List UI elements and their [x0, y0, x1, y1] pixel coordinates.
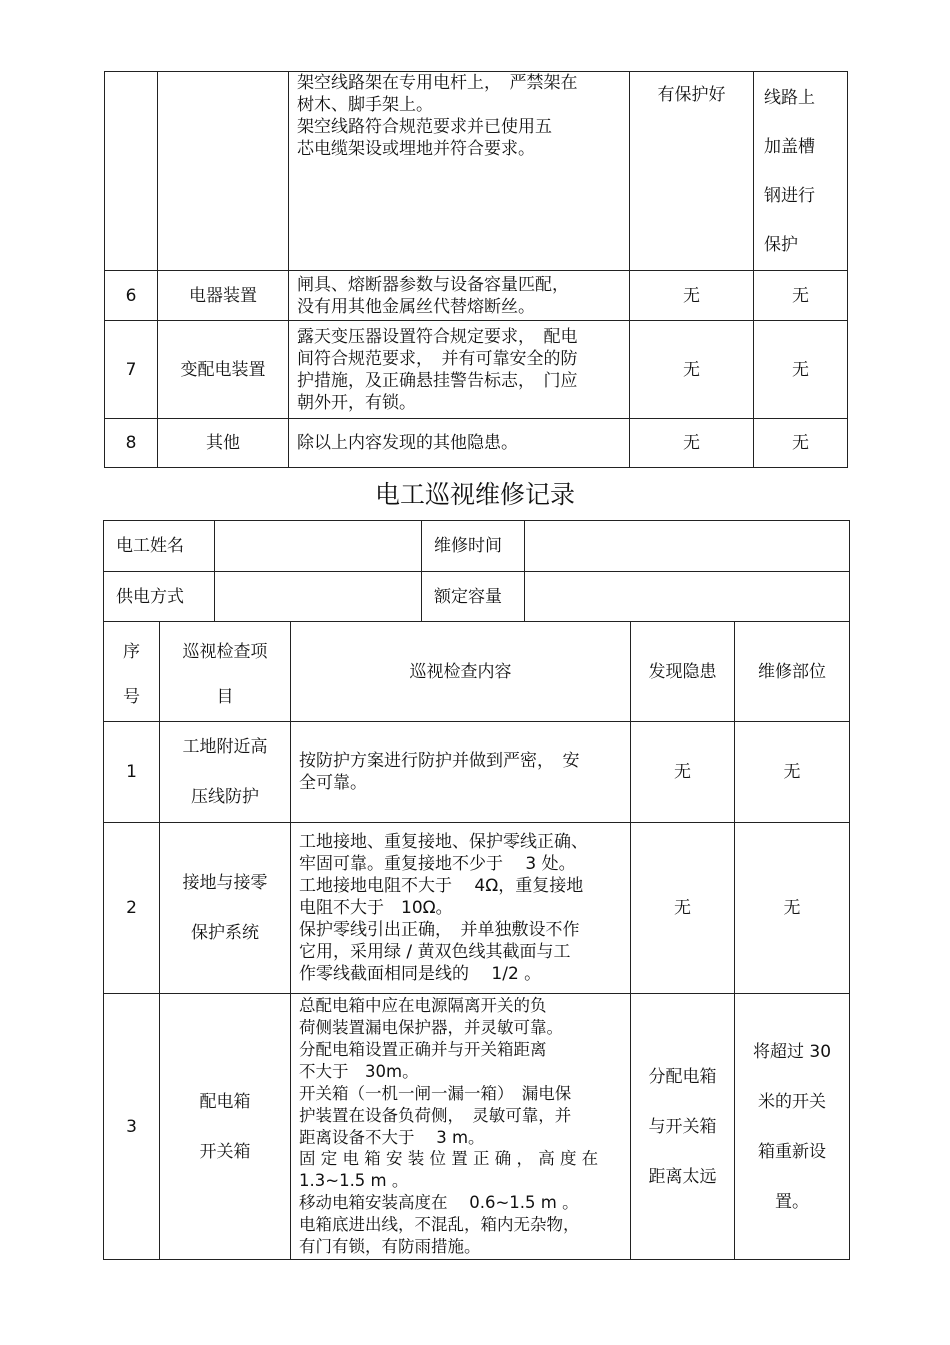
rated-capacity-field[interactable] — [525, 572, 850, 622]
row-content: 按防护方案进行防护并做到严密， 安 全可靠。 — [291, 722, 631, 823]
row-content: 架空线路架在专用电杆上， 严禁架在 树木、脚手架上。 架空线路符合规范要求并已使用五 芯电缆架设或埋地并符合要求。 — [289, 72, 630, 271]
repair-time-label: 维修时间 — [422, 521, 525, 572]
power-supply-label: 供电方式 — [104, 572, 215, 622]
table-row — [105, 321, 848, 419]
row-hazard: 无 — [630, 419, 754, 468]
row-hazard: 有保护好 — [630, 72, 754, 271]
patrol-repair-record-table — [103, 520, 850, 622]
row-content: 闸具、熔断器参数与设备容量匹配， 没有用其他金属丝代替熔断丝。 — [289, 271, 630, 321]
table-row — [104, 722, 850, 823]
row-number: 2 — [104, 823, 160, 994]
row-content: 除以上内容发现的其他隐患。 — [289, 419, 630, 468]
table-row — [105, 271, 848, 321]
row-repair: 无 — [754, 271, 848, 321]
row-item — [158, 72, 289, 271]
info-row — [104, 521, 850, 572]
rated-capacity-label: 额定容量 — [422, 572, 525, 622]
row-item: 其他 — [158, 419, 289, 468]
row-item: 工地附近高 压线防护 — [160, 722, 291, 823]
page-title: 电工巡视维修记录 — [374, 480, 575, 509]
inspection-table-continued — [104, 71, 848, 468]
row-content: 总配电箱中应在电源隔离开关的负 荷侧装置漏电保护器，并灵敏可靠。 分配电箱设置正确并与开关箱距离 不大于 30m。 开关箱（一机一闸一漏一箱） 漏电保 护装置在设备负荷侧， 灵敏可靠，并 距离设备不大于 3 m。 固 定 电 箱 安 装 位 置 正 确 ， 高 度 在 1.3~1.5 m 。 移动电箱安装高度在 0.6~1.5 m 。 电箱底进出线，不混乱，箱内无杂物， 有门有锁，有防雨措施。 — [291, 994, 631, 1260]
row-content: 工地接地、重复接地、保护零线正确、 牢固可靠。重复接地不少于 3 处。 工地接地电阻不大于 4Ω，重复接地 电阻不大于 10Ω。 保护零线引出正确， 并单独敷设不作 它用，采用绿 / 黄双色线其截面与工 作零线截面相同是线的 1/2 。 — [291, 823, 631, 994]
power-supply-field[interactable] — [215, 572, 422, 622]
row-number: 6 — [105, 271, 158, 321]
header-hazard: 发现隐患 — [631, 622, 735, 722]
row-hazard: 分配电箱 与开关箱 距离太远 — [631, 994, 735, 1260]
row-item: 接地与接零 保护系统 — [160, 823, 291, 994]
table-row — [105, 72, 848, 271]
row-item: 变配电装置 — [158, 321, 289, 419]
header-repair: 维修部位 — [735, 622, 850, 722]
header-content: 巡视检查内容 — [291, 622, 631, 722]
row-number: 8 — [105, 419, 158, 468]
repair-time-field[interactable] — [525, 521, 850, 572]
row-content: 露天变压器设置符合规定要求， 配电 间符合规范要求， 并有可靠安全的防 护措施，及正确悬挂警告标志， 门应 朝外开，有锁。 — [289, 321, 630, 419]
row-item: 电器装置 — [158, 271, 289, 321]
row-repair: 无 — [735, 823, 850, 994]
table-row — [105, 419, 848, 468]
row-item: 配电箱 开关箱 — [160, 994, 291, 1260]
electrician-name-label: 电工姓名 — [104, 521, 215, 572]
header-number: 序 号 — [104, 622, 160, 722]
header-row — [104, 622, 850, 722]
row-number: 1 — [104, 722, 160, 823]
electrician-name-field[interactable] — [215, 521, 422, 572]
info-row — [104, 572, 850, 622]
row-hazard: 无 — [631, 823, 735, 994]
table-row — [104, 823, 850, 994]
row-repair: 无 — [754, 321, 848, 419]
header-item: 巡视检查项 目 — [160, 622, 291, 722]
row-number: 7 — [105, 321, 158, 419]
row-repair: 无 — [735, 722, 850, 823]
row-repair: 无 — [754, 419, 848, 468]
row-number: 3 — [104, 994, 160, 1260]
row-hazard: 无 — [630, 321, 754, 419]
row-number — [105, 72, 158, 271]
table-row — [104, 994, 850, 1260]
row-hazard: 无 — [631, 722, 735, 823]
row-repair: 将超过 30 米的开关 箱重新设 置。 — [735, 994, 850, 1260]
row-repair: 线路上 加盖槽 钢进行 保护 — [754, 72, 848, 271]
patrol-inspection-table — [103, 621, 850, 1260]
row-hazard: 无 — [630, 271, 754, 321]
